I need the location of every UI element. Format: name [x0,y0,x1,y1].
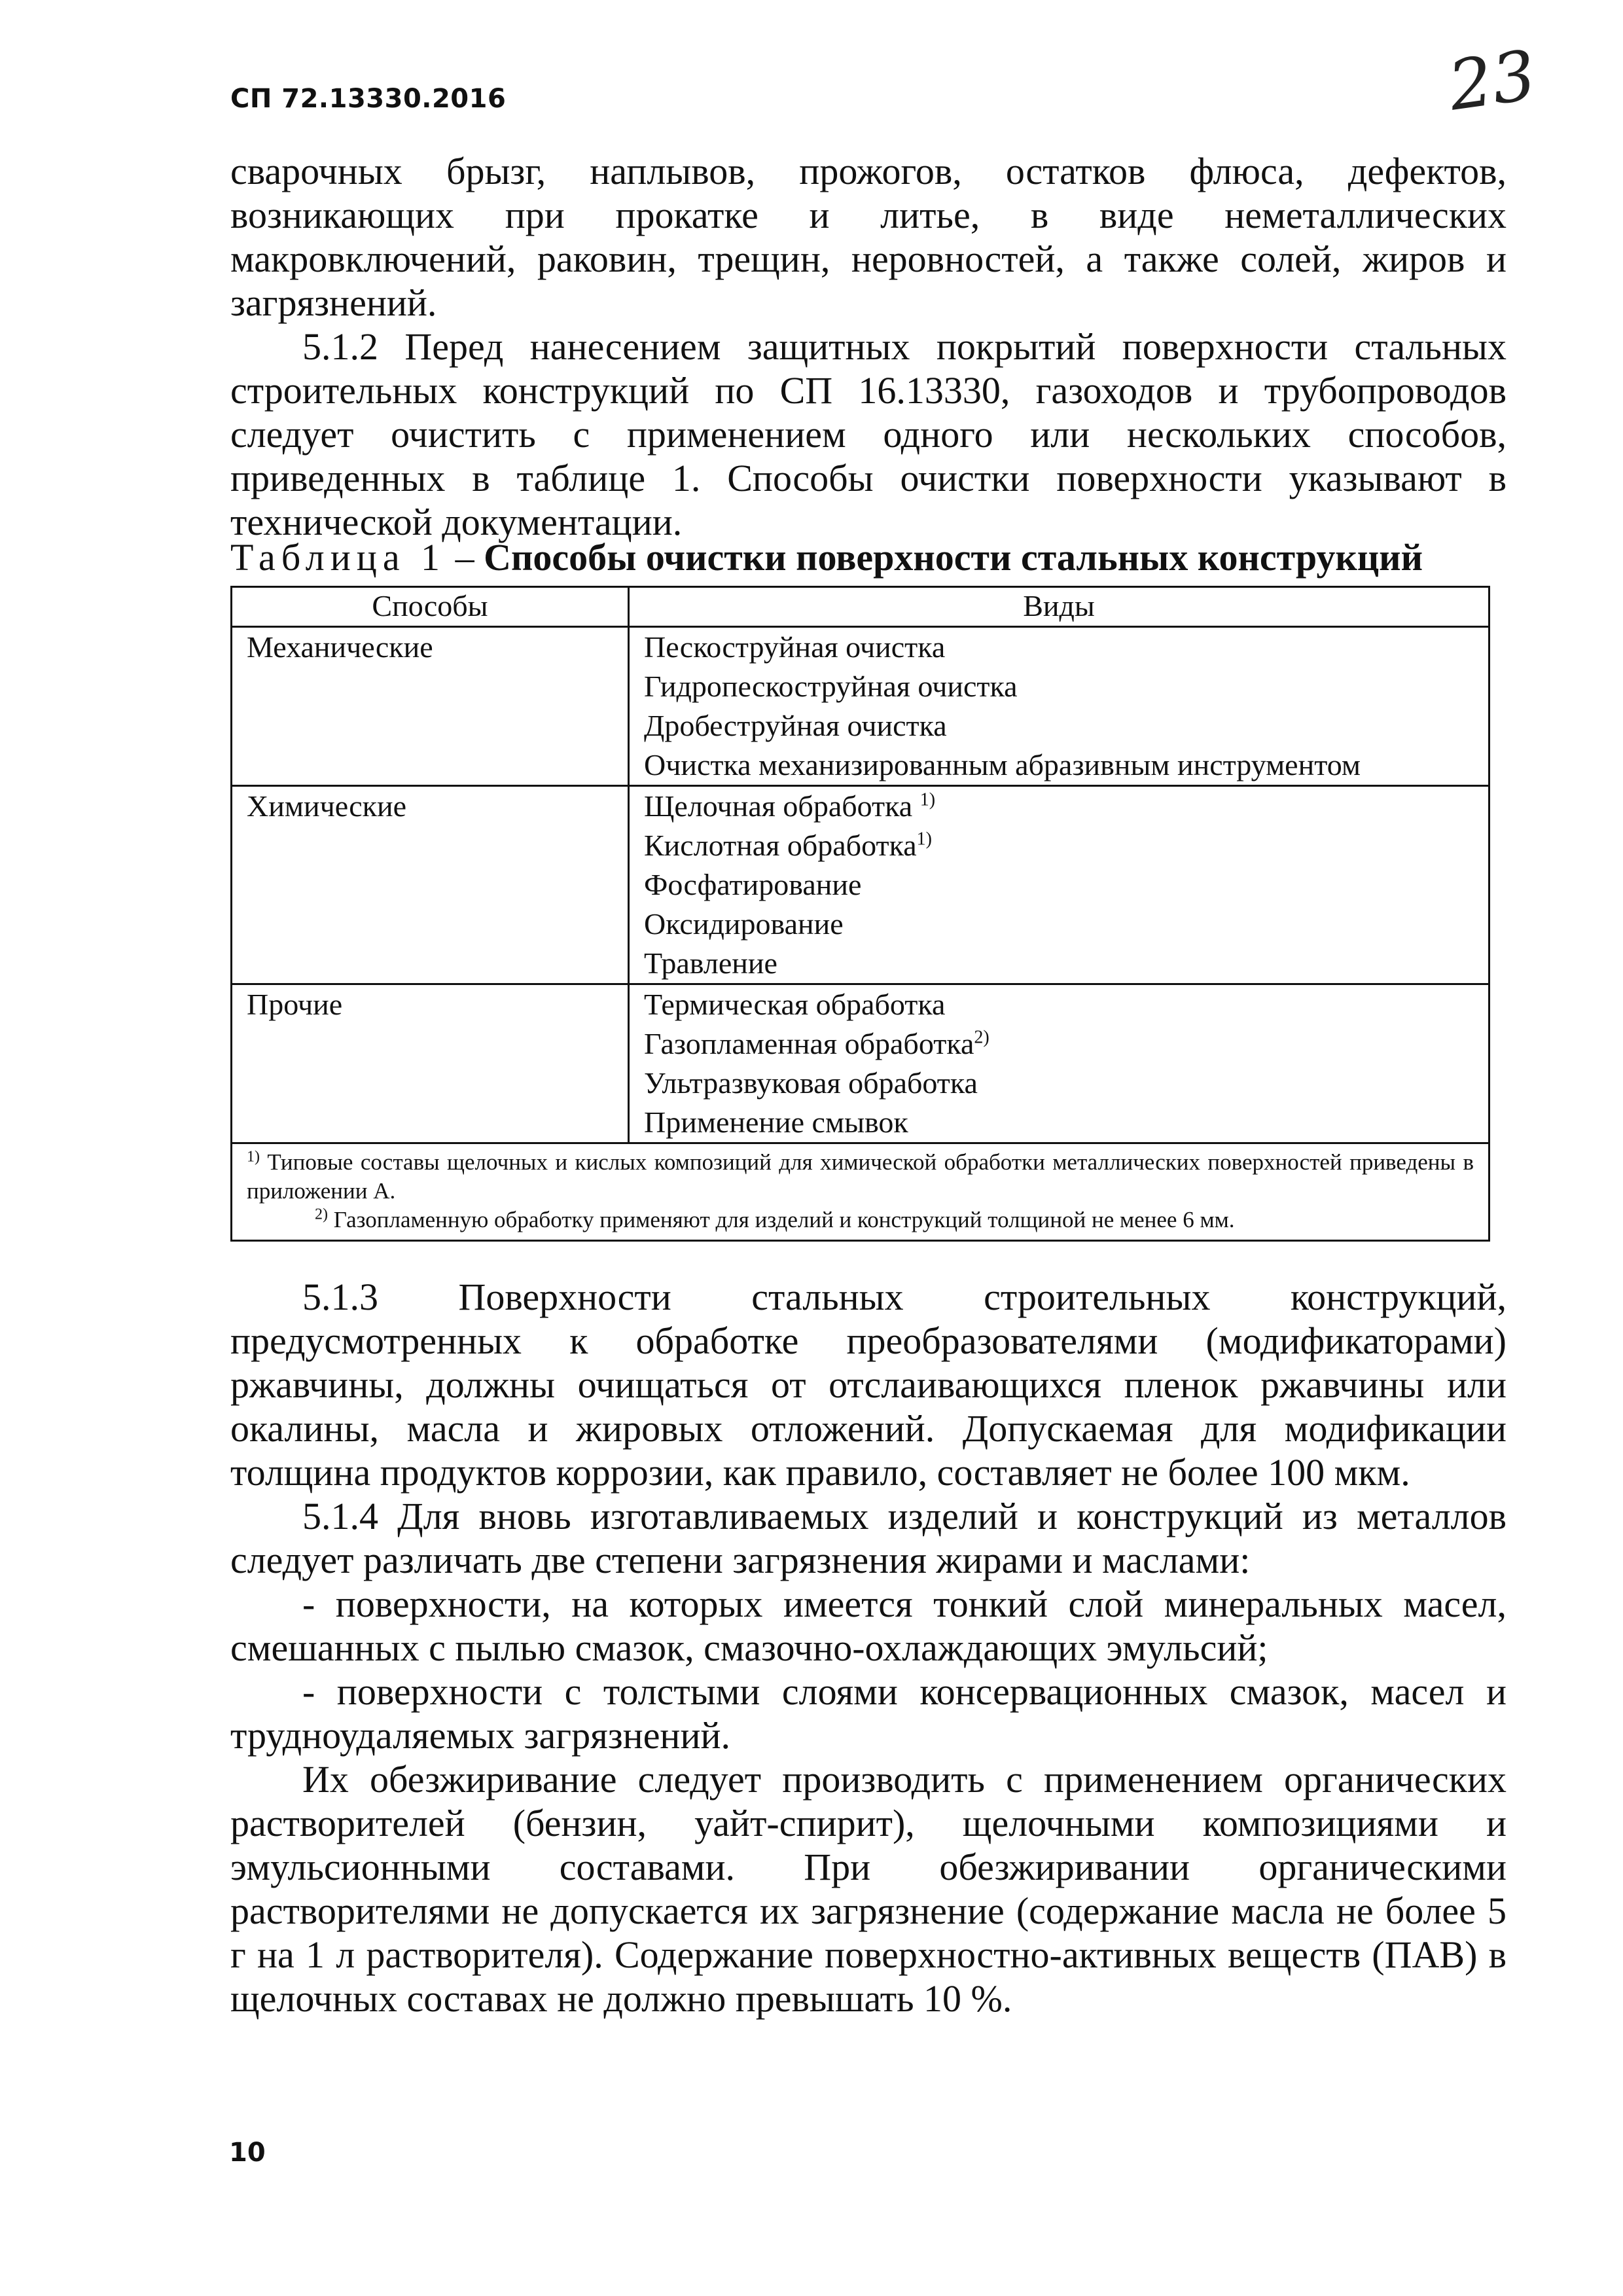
table-notes [232,1143,1489,1241]
table-caption-dash: – [446,536,484,579]
kinds-cell [629,627,1489,786]
column-header-methods: Способы [232,587,629,627]
footnote-ref: 1) [919,789,936,810]
kind-item: Кислотная обработка$^{1)}$ [644,829,932,862]
table-header-row [232,587,1489,627]
list-item: - поверхности с толстыми слоями консервационных смазок, масел и трудноудаляемых загрязнений. [230,1670,1507,1757]
table-note-1: $^{1)}$ Типовые составы щелочных и кислых композиций для химической обработки металлических поверхностей приведены в приложении А. [247,1148,1474,1204]
paragraph-5-1-3: 5.1.3 Поверхности стальных строительных конструкций, предусмотренных к обработке преобразователями (модификаторами) ржавчины, должны очищаться от отслаивающихся пленок ржавчины или окалины, масла и жировых отложений. Допускаемая для модификации толщина продуктов коррозии, как правило, составляет не более 100 мкм. [230,1276,1507,1494]
kind-item: Ультразвуковая обработка [644,1066,978,1100]
table-row [232,627,1489,786]
table-row [232,984,1489,1143]
kind-item: Щелочная обработка $^{1)}$ [644,789,936,823]
kind-item: Фосфатирование [644,868,862,901]
method-cell: Химические [232,786,629,984]
table-caption [230,535,1507,579]
table-row [232,786,1489,984]
page-number: 10 [229,2138,266,2168]
kinds-cell [629,786,1489,984]
document-code: СП 72.13330.2016 [230,84,507,114]
kinds-cell [629,984,1489,1143]
kind-item: Дробеструйная очистка [644,709,947,742]
method-cell: Механические [232,627,629,786]
kind-item: Оксидирование [644,907,844,941]
kind-item: Гидропескоструйная очистка [644,670,1018,703]
column-header-kinds: Виды [629,587,1489,627]
table-title: Способы очистки поверхности стальных конструкций [484,536,1423,579]
table-note-2: $^{2)}$ Газопламенную обработку применяют для изделий и конструкций толщиной не менее 6 мм. [315,1206,1235,1232]
list-item: - поверхности, на которых имеется тонкий слой минеральных масел, смешанных с пылью смазок, смазочно-охлаждающих эмульсий; [230,1583,1507,1669]
cleaning-methods-table [230,586,1490,1242]
kind-item: Пескоструйная очистка [644,630,946,664]
footnote-ref: 2) [974,1027,990,1048]
text-before-table [230,149,1507,544]
handwritten-page-number: 23 [1444,35,1541,126]
paragraph-5-1-4: 5.1.4 Для вновь изготавливаемых изделий и конструкций из металлов следует различать две степени загрязнения жирами и маслами: [230,1495,1507,1581]
footnote-ref: 1) [916,829,932,850]
table-label: Таблица 1 [230,536,446,579]
kind-item: Газопламенная обработка$^{2)}$ [644,1027,990,1060]
method-cell: Прочие [232,984,629,1143]
paragraph-degreasing: Их обезжиривание следует производить с применением органических растворителей (бензин, уайт-спирит), щелочными композициями и эмульсионными составами. При обезжиривании органическими растворителями не допускается их загрязнение (содержание масла не более 5 г на 1 л растворителя). Содержание поверхностно-активных веществ (ПАВ) в щелочных составах не должно превышать 10 %. [230,1758,1507,2020]
kind-item: Очистка механизированным абразивным инструментом [644,748,1361,781]
paragraph-5-1-1-continuation: сварочных брызг, наплывов, прожогов, остатков флюса, дефектов, возникающих при прокатке и литье, в виде неметаллических макровключений, раковин, трещин, неровностей, а также солей, жиров и загрязнений. [230,150,1507,324]
kind-item: Термическая обработка [644,988,946,1021]
text-after-table [230,1275,1507,2020]
kind-item: Применение смывок [644,1105,908,1139]
paragraph-5-1-2: 5.1.2 Перед нанесением защитных покрытий поверхности стальных строительных конструкций по СП 16.13330, газоходов и трубопроводов следует очистить с применением одного или нескольких способов, приведенных в таблице 1. Способы очистки поверхности указывают в технической документации. [230,325,1507,543]
kind-item: Травление [644,946,777,980]
table-notes-row [232,1143,1489,1241]
